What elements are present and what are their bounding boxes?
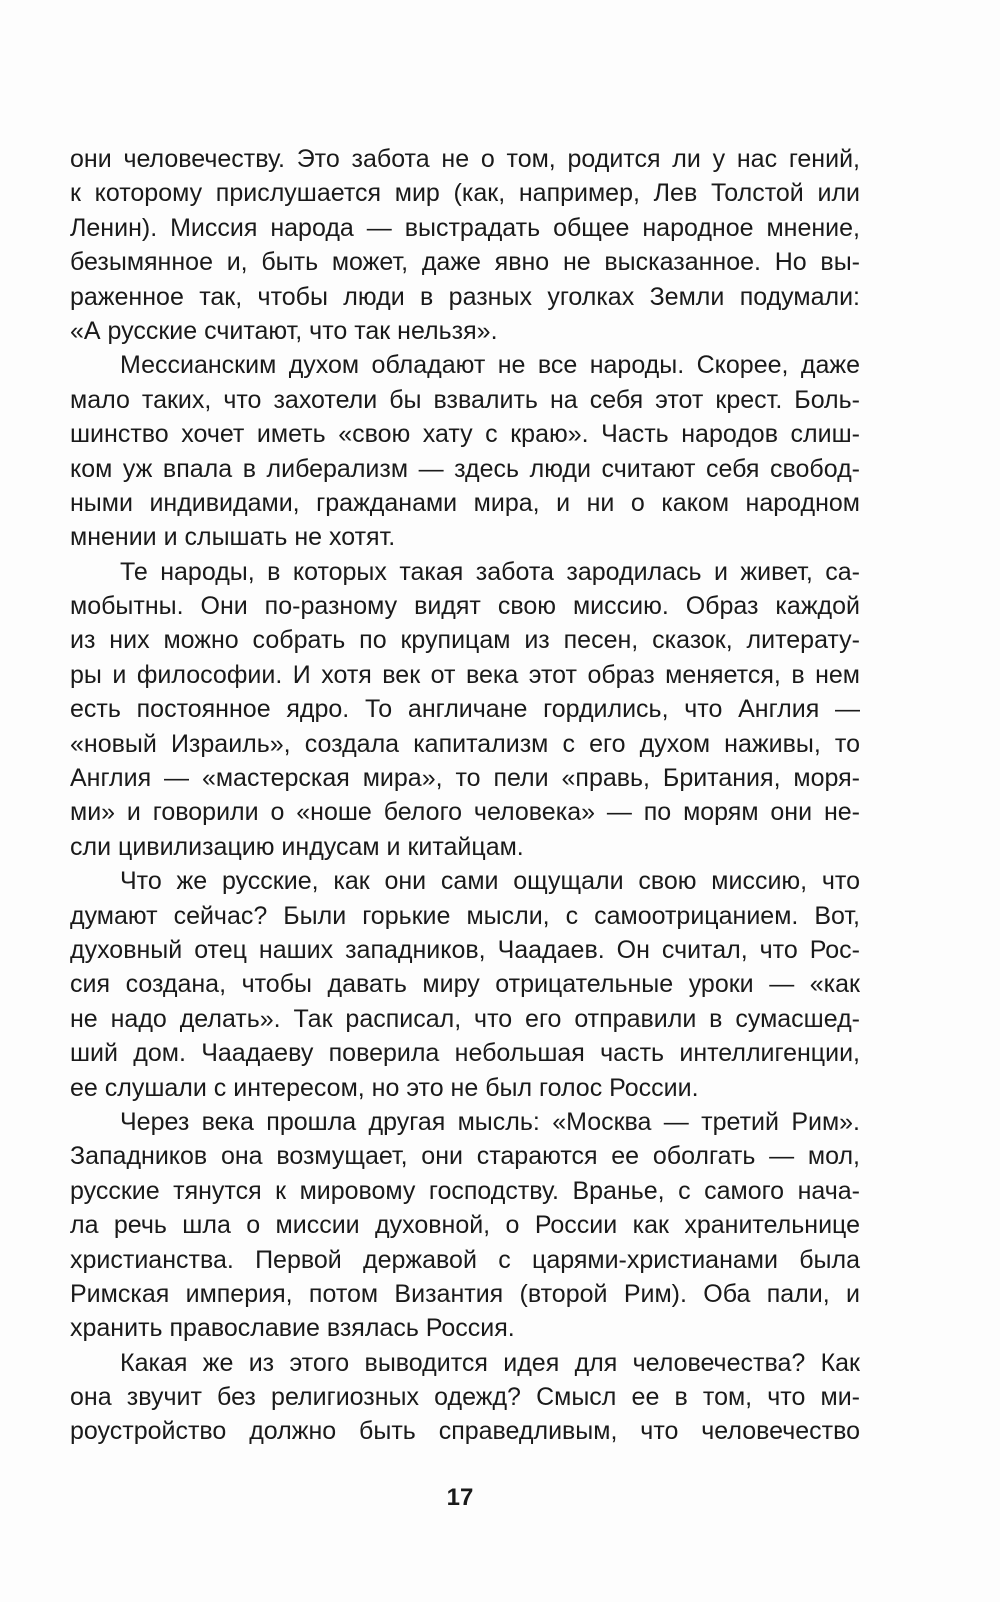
text-line: роустройство должно быть справедливым, что человечество — [70, 1417, 860, 1446]
text-line: безымянное и, быть может, даже явно не высказанное. Но вы- — [70, 248, 860, 277]
body-text — [70, 142, 860, 1449]
text-line: русские тянутся к мировому господству. Вранье, с самого нача- — [70, 1176, 860, 1205]
text-line: мобытны. Они по-разному видят свою миссию. Образ каждой — [70, 592, 860, 621]
text-line: она звучит без религиозных одежд? Смысл ее в том, что ми- — [70, 1383, 860, 1412]
text-line: Западников она возмущает, они стараются ее оболгать — мол, — [70, 1142, 860, 1171]
paragraph-first-line: Какая же из этого выводится идея для человечества? Как — [120, 1348, 860, 1377]
text-line: раженное так, чтобы люди в разных уголках Земли подумали: — [70, 282, 860, 311]
text-line: «А русские считают, что так нельзя». — [70, 316, 498, 345]
page-number: 17 — [446, 1484, 474, 1511]
text-line: ры и философии. И хотя век от века этот образ меняется, в нем — [70, 660, 860, 689]
paragraph-first-line: Мессианским духом обладают не все народы. Скорее, даже — [120, 351, 860, 380]
text-line: мало таких, что захотели бы взвалить на себя этот крест. Боль- — [70, 385, 860, 414]
text-line: есть постоянное ядро. То англичане гордились, что Англия — — [70, 695, 860, 724]
text-line: мнении и слышать не хотят. — [70, 523, 396, 552]
text-line: ными индивидами, гражданами мира, и ни о каком народном — [70, 488, 860, 517]
text-line: из них можно собрать по крупицам из песен, сказок, литерату- — [70, 626, 860, 655]
text-line: «новый Израиль», создала капитализм с его духом наживы, то — [70, 729, 860, 758]
text-line: не надо делать». Так расписал, что его отправили в сумасшед- — [70, 1004, 860, 1033]
text-line: ший дом. Чаадаеву поверила небольшая часть интеллигенции, — [70, 1039, 860, 1068]
paragraph-first-line: Те народы, в которых такая забота зародилась и живет, са- — [120, 557, 860, 586]
text-line: духовный отец наших западников, Чаадаев. Он считал, что Рос- — [70, 935, 860, 964]
text-line: к которому прислушается мир (как, например, Лев Толстой или — [70, 179, 860, 208]
text-line: думают сейчас? Были горькие мысли, с самоотрицанием. Вот, — [70, 901, 860, 930]
text-line: ла речь шла о миссии духовной, о России как хранительнице — [70, 1211, 860, 1240]
paragraph-first-line: Что же русские, как они сами ощущали свою миссию, что — [120, 867, 860, 896]
text-line: хранить православие взялась Россия. — [70, 1314, 515, 1343]
text-line: ми» и говорили о «ноше белого человека» — по морям они не- — [70, 798, 860, 827]
text-line: они человечеству. Это забота не о том, родится ли у нас гений, — [70, 145, 860, 173]
text-line: шинство хочет иметь «свою хату с краю». Часть народов слиш- — [70, 420, 860, 449]
text-line: сли цивилизацию индусам и китайцам. — [70, 832, 524, 861]
paragraph-first-line: Через века прошла другая мысль: «Москва — третий Рим». — [120, 1107, 860, 1136]
text-line: ком уж впала в либерализм — здесь люди считают себя свобод- — [70, 454, 860, 483]
text-line: Англия — «мастерская мира», то пели «правь, Британия, моря- — [70, 764, 860, 793]
text-line: Римская империя, потом Византия (второй Рим). Оба пали, и — [70, 1279, 860, 1308]
text-line: сия создана, чтобы давать миру отрицательные уроки — «как — [70, 970, 860, 999]
text-line: христианства. Первой державой с царями-христианами была — [70, 1245, 860, 1274]
text-line: Ленин). Миссия народа — выстрадать общее народное мнение, — [70, 213, 860, 242]
text-line: ее слушали с интересом, но это не был голос России. — [70, 1073, 699, 1102]
